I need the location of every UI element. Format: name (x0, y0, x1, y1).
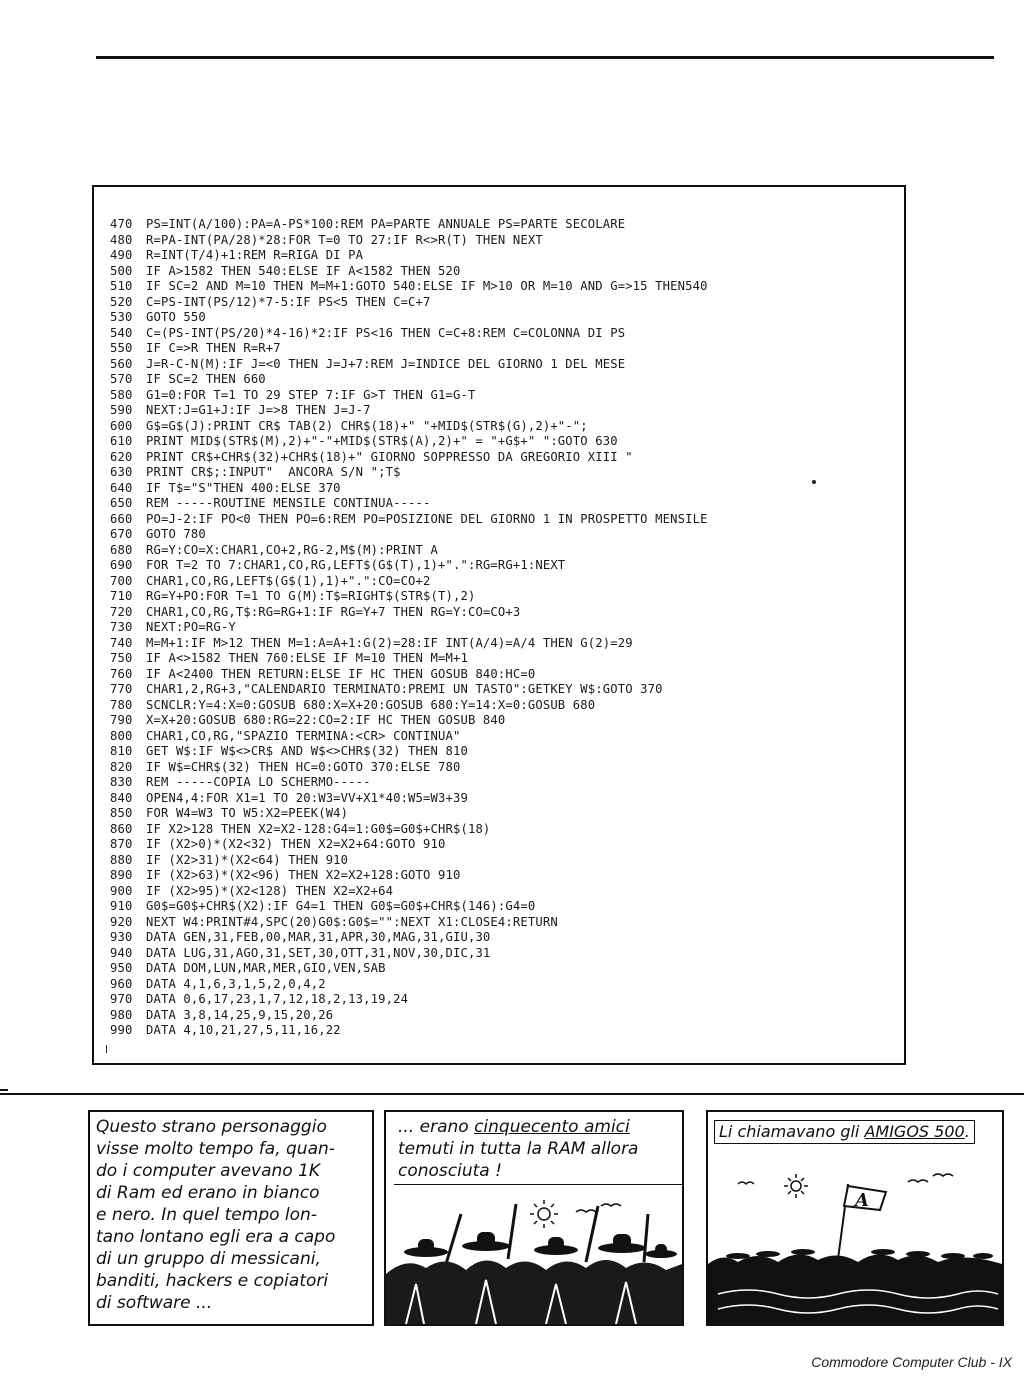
corner-tick (106, 1045, 107, 1053)
bandits-illustration (386, 1184, 682, 1324)
basic-listing-box (92, 185, 906, 1065)
line-number: 490 (110, 248, 133, 262)
code-line (110, 791, 708, 807)
caption-text: Li chiamavano gli (719, 1122, 865, 1141)
line-number: 960 (110, 976, 133, 991)
code-text: IF SC=2 AND M=10 THEN M=M+1:GOTO 540:ELSE IF M>10 OR M=10 AND G=>15 THEN540 (146, 279, 708, 293)
rule-stub (0, 1089, 8, 1091)
code-text: RG=Y+PO:FOR T=1 TO G(M):T$=RIGHT$(STR$(T),2) (146, 589, 476, 603)
code-text: PRINT CR$;:INPUT" ANCORA S/N ";T$ (146, 465, 401, 479)
code-text: DATA 4,10,21,27,5,11,16,22 (146, 1023, 341, 1037)
code-text: SCNCLR:Y=4:X=0:GOSUB 680:X=X+20:GOSUB 680:Y=14:X=0:GOSUB 680 (146, 697, 596, 712)
caption-line: temuti in tutta la RAM allora (398, 1139, 639, 1159)
flag-letter: A (855, 1190, 869, 1211)
code-line (110, 899, 708, 915)
caption-line: di software ... (96, 1293, 213, 1313)
caption-line: Questo strano personaggio (96, 1117, 327, 1137)
top-rule (96, 56, 994, 59)
section-rule (0, 1093, 1024, 1095)
line-number: 720 (110, 604, 133, 619)
code-line (110, 279, 708, 295)
panel-3-caption (714, 1120, 975, 1144)
line-number: 560 (110, 356, 133, 371)
code-line (110, 450, 708, 466)
code-line (110, 403, 708, 419)
caption-line: visse molto tempo fa, quan- (96, 1139, 335, 1159)
code-text: R=INT(T/4)+1:REM R=RIGA DI PA (146, 248, 364, 262)
code-line (110, 233, 708, 249)
page-footer: Commodore Computer Club - IX (811, 1354, 1012, 1370)
code-text: C=PS-INT(PS/12)*7-5:IF PS<5 THEN C=C+7 (146, 294, 431, 309)
code-text: M=M+1:IF M>12 THEN M=1:A=A+1:G(2)=28:IF INT(A/4)=A/4 THEN G(2)=29 (146, 635, 633, 650)
line-number: 800 (110, 728, 133, 743)
line-number: 670 (110, 527, 133, 541)
code-line (110, 589, 708, 605)
flag-icon (838, 1184, 886, 1259)
code-line (110, 729, 708, 745)
code-text: GOTO 780 (146, 527, 206, 541)
code-line (110, 248, 708, 264)
birds-icon (738, 1174, 953, 1184)
code-text: GET W$:IF W$<>CR$ AND W$<>CHR$(32) THEN 810 (146, 744, 468, 758)
code-text: CHAR1,CO,RG,LEFT$(G$(1),1)+".":CO=CO+2 (146, 573, 431, 588)
line-number: 680 (110, 542, 133, 557)
line-number: 820 (110, 759, 133, 774)
line-number: 540 (110, 325, 133, 340)
line-number: 920 (110, 914, 133, 929)
code-line (110, 419, 708, 435)
code-line (110, 434, 708, 450)
code-text: C=(PS-INT(PS/20)*4-16)*2:IF PS<16 THEN C=C+8:REM C=COLONNA DI PS (146, 325, 626, 340)
code-text: G0$=G0$+CHR$(X2):IF G4=1 THEN G0$=G0$+CHR$(146):G4=0 (146, 899, 536, 913)
comic-panel-3 (706, 1110, 1004, 1326)
code-text: J=R-C-N(M):IF J=<0 THEN J=J+7:REM J=INDICE DEL GIORNO 1 DEL MESE (146, 356, 626, 371)
line-number: 550 (110, 341, 133, 355)
code-text: R=PA-INT(PA/28)*28:FOR T=0 TO 27:IF R<>R(T) THEN NEXT (146, 232, 543, 247)
caption-line: di un gruppo di messicani, (96, 1249, 321, 1269)
caption-highlight: AMIGOS 500 (864, 1122, 965, 1141)
code-line (110, 1008, 708, 1024)
line-number: 500 (110, 263, 133, 278)
line-number: 890 (110, 868, 133, 882)
caption-highlight: cinquecento amici (474, 1117, 630, 1137)
code-line (110, 481, 708, 497)
code-text: FOR W4=W3 TO W5:X2=PEEK(W4) (146, 806, 349, 820)
line-number: 950 (110, 961, 133, 975)
code-line (110, 713, 708, 729)
line-number: 520 (110, 294, 133, 309)
line-number: 840 (110, 790, 133, 805)
code-line (110, 388, 708, 404)
code-text: FOR T=2 TO 7:CHAR1,CO,RG,LEFT$(G$(T),1)+".":RG=RG+1:NEXT (146, 558, 566, 572)
code-text: NEXT W4:PRINT#4,SPC(20)G0$:G0$="":NEXT X1:CLOSE4:RETURN (146, 914, 558, 929)
code-line (110, 605, 708, 621)
code-line (110, 295, 708, 311)
line-number: 860 (110, 821, 133, 836)
panel-2-caption (394, 1116, 684, 1185)
code-line (110, 512, 708, 528)
line-number: 710 (110, 589, 133, 603)
code-line (110, 558, 708, 574)
line-number: 640 (110, 480, 133, 495)
code-text: IF (X2>63)*(X2<96) THEN X2=X2+128:GOTO 910 (146, 868, 461, 882)
code-text: PS=INT(A/100):PA=A-PS*100:REM PA=PARTE ANNUALE PS=PARTE SECOLARE (146, 217, 626, 231)
comic-panel-1 (88, 1110, 374, 1326)
caption-line: conosciuta ! (398, 1161, 502, 1181)
code-text: NEXT:PO=RG-Y (146, 620, 236, 634)
line-number: 810 (110, 744, 133, 758)
line-number: 970 (110, 992, 133, 1006)
line-number: 630 (110, 465, 133, 479)
code-text: REM -----ROUTINE MENSILE CONTINUA----- (146, 496, 431, 510)
line-number: 790 (110, 713, 133, 727)
line-number: 770 (110, 682, 133, 696)
ink-spot (812, 480, 816, 484)
line-number: 470 (110, 217, 133, 231)
basic-listing (110, 217, 708, 1039)
line-number: 760 (110, 666, 133, 681)
panel-1-caption (96, 1116, 368, 1314)
line-number: 900 (110, 883, 133, 898)
code-line (110, 310, 708, 326)
code-line (110, 760, 708, 776)
line-number: 830 (110, 775, 133, 789)
caption-text: . (964, 1122, 970, 1141)
code-line (110, 636, 708, 652)
code-text: CHAR1,2,RG+3,"CALENDARIO TERMINATO:PREMI UN TASTO":GETKEY W$:GOTO 370 (146, 682, 663, 696)
code-text: IF A<2400 THEN RETURN:ELSE IF HC THEN GOSUB 840:HC=0 (146, 666, 536, 681)
code-line (110, 992, 708, 1008)
code-text: RG=Y:CO=X:CHAR1,CO+2,RG-2,M$(M):PRINT A (146, 542, 439, 557)
code-line (110, 822, 708, 838)
line-number: 940 (110, 945, 133, 960)
code-text: PO=J-2:IF PO<0 THEN PO=6:REM PO=POSIZIONE DEL GIORNO 1 IN PROSPETTO MENSILE (146, 511, 708, 526)
line-number: 600 (110, 418, 133, 433)
code-text: NEXT:J=G1+J:IF J=>8 THEN J=J-7 (146, 403, 371, 417)
code-text: IF T$="S"THEN 400:ELSE 370 (146, 480, 341, 495)
code-line (110, 806, 708, 822)
line-number: 590 (110, 403, 133, 417)
code-text: G$=G$(J):PRINT CR$ TAB(2) CHR$(18)+" "+MID$(STR$(G),2)+"-"; (146, 418, 588, 433)
caption-line: tano lontano egli era a capo (96, 1227, 336, 1247)
line-number: 730 (110, 620, 133, 634)
code-text: CHAR1,CO,RG,"SPAZIO TERMINA:<CR> CONTINUA" (146, 728, 461, 743)
line-number: 570 (110, 372, 133, 386)
caption-line: do i computer avevano 1K (96, 1161, 321, 1181)
code-line (110, 465, 708, 481)
code-text: DATA DOM,LUN,MAR,MER,GIO,VEN,SAB (146, 961, 386, 975)
code-line (110, 620, 708, 636)
line-number: 610 (110, 434, 133, 448)
line-number: 660 (110, 511, 133, 526)
code-text: CHAR1,CO,RG,T$:RG=RG+1:IF RG=Y+7 THEN RG=Y:CO=CO+3 (146, 604, 521, 619)
line-number: 740 (110, 635, 133, 650)
code-text: IF W$=CHR$(32) THEN HC=0:GOTO 370:ELSE 780 (146, 759, 461, 774)
line-number: 850 (110, 806, 133, 820)
code-text: IF (X2>0)*(X2<32) THEN X2=X2+64:GOTO 910 (146, 837, 446, 851)
code-text: DATA 3,8,14,25,9,15,20,26 (146, 1007, 334, 1022)
code-text: IF A>1582 THEN 540:ELSE IF A<1582 THEN 520 (146, 263, 461, 278)
code-text: DATA 4,1,6,3,1,5,2,0,4,2 (146, 976, 326, 991)
code-line (110, 868, 708, 884)
code-text: PRINT CR$+CHR$(32)+CHR$(18)+" GIORNO SOPPRESSO DA GREGORIO XIII " (146, 449, 633, 464)
code-line (110, 698, 708, 714)
line-number: 690 (110, 558, 133, 572)
code-text: IF C=>R THEN R=R+7 (146, 341, 281, 355)
code-line (110, 682, 708, 698)
code-line (110, 496, 708, 512)
code-line (110, 977, 708, 993)
code-line (110, 837, 708, 853)
code-line (110, 667, 708, 683)
code-text: DATA LUG,31,AGO,31,SET,30,OTT,31,NOV,30,DIC,31 (146, 945, 491, 960)
line-number: 700 (110, 573, 133, 588)
line-number: 750 (110, 651, 133, 665)
code-line (110, 527, 708, 543)
code-line (110, 775, 708, 791)
line-number: 910 (110, 899, 133, 913)
code-line (110, 853, 708, 869)
code-line (110, 264, 708, 280)
code-text: DATA 0,6,17,23,1,7,12,18,2,13,19,24 (146, 992, 409, 1006)
line-number: 780 (110, 697, 133, 712)
code-text: IF (X2>95)*(X2<128) THEN X2=X2+64 (146, 883, 394, 898)
caption-line: banditi, hackers e copiatori (96, 1271, 329, 1291)
code-text: REM -----COPIA LO SCHERMO----- (146, 775, 371, 789)
code-text: GOTO 550 (146, 310, 206, 324)
line-number: 870 (110, 837, 133, 851)
caption-line: di Ram ed erano in bianco (96, 1183, 320, 1203)
line-number: 880 (110, 852, 133, 867)
code-line (110, 961, 708, 977)
code-line (110, 326, 708, 342)
line-number: 930 (110, 930, 133, 944)
code-text: IF SC=2 THEN 660 (146, 372, 266, 386)
line-number: 650 (110, 496, 133, 510)
line-number: 480 (110, 232, 133, 247)
sun-icon (784, 1174, 808, 1198)
code-text: G1=0:FOR T=1 TO 29 STEP 7:IF G>T THEN G1=G-T (146, 387, 476, 402)
amigos-illustration (708, 1144, 1002, 1324)
code-line (110, 341, 708, 357)
code-line (110, 651, 708, 667)
code-text: DATA GEN,31,FEB,00,MAR,31,APR,30,MAG,31,GIU,30 (146, 930, 491, 944)
caption-line: e nero. In quel tempo lon- (96, 1205, 317, 1225)
line-number: 980 (110, 1007, 133, 1022)
comic-panel-2 (384, 1110, 684, 1326)
code-line (110, 217, 708, 233)
line-number: 510 (110, 279, 133, 293)
code-text: IF (X2>31)*(X2<64) THEN 910 (146, 852, 349, 867)
line-number: 990 (110, 1023, 133, 1037)
code-line (110, 946, 708, 962)
code-text: X=X+20:GOSUB 680:RG=22:CO=2:IF HC THEN GOSUB 840 (146, 713, 506, 727)
code-line (110, 1023, 708, 1039)
code-line (110, 915, 708, 931)
code-text: IF X2>128 THEN X2=X2-128:G4=1:G0$=G0$+CHR$(18) (146, 821, 491, 836)
code-line (110, 372, 708, 388)
code-line (110, 357, 708, 373)
line-number: 620 (110, 449, 133, 464)
code-line (110, 543, 708, 559)
sun-icon (530, 1200, 558, 1228)
code-line (110, 574, 708, 590)
code-line (110, 744, 708, 760)
caption-text: ... erano (398, 1117, 475, 1137)
code-line (110, 930, 708, 946)
code-text: PRINT MID$(STR$(M),2)+"-"+MID$(STR$(A),2)+" = "+G$+" ":GOTO 630 (146, 434, 618, 448)
code-text: IF A<>1582 THEN 760:ELSE IF M=10 THEN M=M+1 (146, 651, 468, 665)
code-text: OPEN4,4:FOR X1=1 TO 20:W3=VV+X1*40:W5=W3+39 (146, 790, 468, 805)
code-line (110, 884, 708, 900)
line-number: 530 (110, 310, 133, 324)
line-number: 580 (110, 387, 133, 402)
